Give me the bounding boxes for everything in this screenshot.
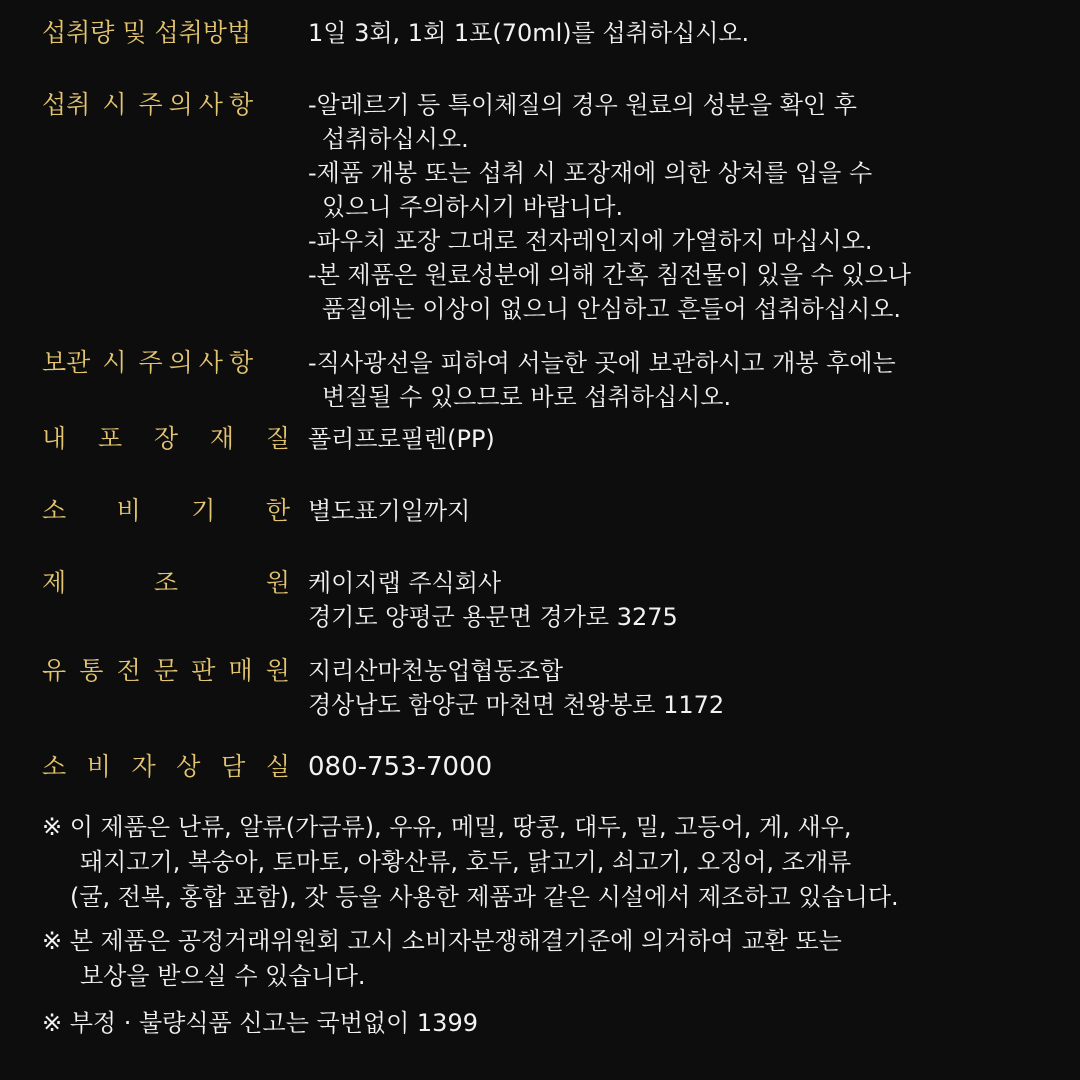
caution-line: 있으니 주의하시기 바랍니다. xyxy=(322,193,624,221)
intake-caution-label: 섭취 시 주 의 사 항 xyxy=(42,90,254,119)
storage-line: -직사광선을 피하여 서늘한 곳에 보관하시고 개봉 후에는 xyxy=(308,349,896,377)
note-line: 보상을 받으실 수 있습니다. xyxy=(80,962,366,990)
intake-value xyxy=(308,16,1048,50)
manufacturer-value xyxy=(308,566,1048,634)
note-line: ※ 이 제품은 난류, 알류(가금류), 우유, 메밀, 땅콩, 대두, 밀, 고등어, 게, 새우, xyxy=(42,813,852,841)
distributor-line: 경상남도 함양군 마천면 천왕봉로 1172 xyxy=(308,691,725,719)
intake-line: 1일 3회, 1회 1포(70ml)를 섭취하십시오. xyxy=(308,19,750,47)
consumer-center-label: 소 비 자 상 담 실 xyxy=(42,752,290,781)
allergen-note xyxy=(42,810,1062,915)
intake-caution-value xyxy=(308,88,1048,326)
caution-line: -본 제품은 원료성분에 의해 간혹 침전물이 있을 수 있으나 xyxy=(308,261,911,289)
consumer-center-value xyxy=(308,750,1048,784)
manufacturer-label: 제 조 원 xyxy=(42,568,290,597)
manufacturer-line: 케이지랩 주식회사 xyxy=(308,569,502,597)
distributor-line: 지리산마천농업협동조합 xyxy=(308,657,564,685)
note-line: ※ 본 제품은 공정거래위원회 고시 소비자분쟁해결기준에 의거하여 교환 또는 xyxy=(42,927,842,955)
storage-caution-value xyxy=(308,346,1048,414)
expiry-line: 별도표기일까지 xyxy=(308,497,471,525)
caution-line: -제품 개봉 또는 섭취 시 포장재에 의한 상처를 입을 수 xyxy=(308,159,873,187)
storage-line: 변질될 수 있으므로 바로 섭취하십시오. xyxy=(322,383,732,411)
note-line: 돼지고기, 복숭아, 토마토, 아황산류, 호두, 닭고기, 쇠고기, 오징어, 조개류 xyxy=(80,848,852,876)
inner-packaging-label: 내 포 장 재 질 xyxy=(42,424,290,453)
caution-line: -파우치 포장 그대로 전자레인지에 가열하지 마십시오. xyxy=(308,227,873,255)
distributor-label: 유 통 전 문 판 매 원 xyxy=(42,656,290,685)
report-note xyxy=(42,1006,1062,1041)
phone-number: 080-753-7000 xyxy=(308,752,493,782)
expiry-label: 소 비 기 한 xyxy=(42,496,290,525)
inner-packaging-value xyxy=(308,422,1048,456)
note-line: ※ 부정 · 불량식품 신고는 국번없이 1399 xyxy=(42,1009,478,1037)
distributor-value xyxy=(308,654,1048,722)
caution-line: -알레르기 등 특이체질의 경우 원료의 성분을 확인 후 xyxy=(308,91,857,119)
compensation-note xyxy=(42,924,1062,994)
storage-caution-label: 보관 시 주 의 사 항 xyxy=(42,348,254,377)
caution-line: 섭취하십시오. xyxy=(322,125,469,153)
note-line: (굴, 전복, 홍합 포함), 잣 등을 사용한 제품과 같은 시설에서 제조하고 있습니다. xyxy=(70,883,899,911)
intake-label: 섭취량 및 섭취방법 xyxy=(42,18,252,47)
caution-line: 품질에는 이상이 없으니 안심하고 흔들어 섭취하십시오. xyxy=(322,295,902,323)
expiry-value xyxy=(308,494,1048,528)
packaging-line: 폴리프로필렌(PP) xyxy=(308,425,495,453)
manufacturer-line: 경기도 양평군 용문면 경가로 3275 xyxy=(308,603,678,631)
